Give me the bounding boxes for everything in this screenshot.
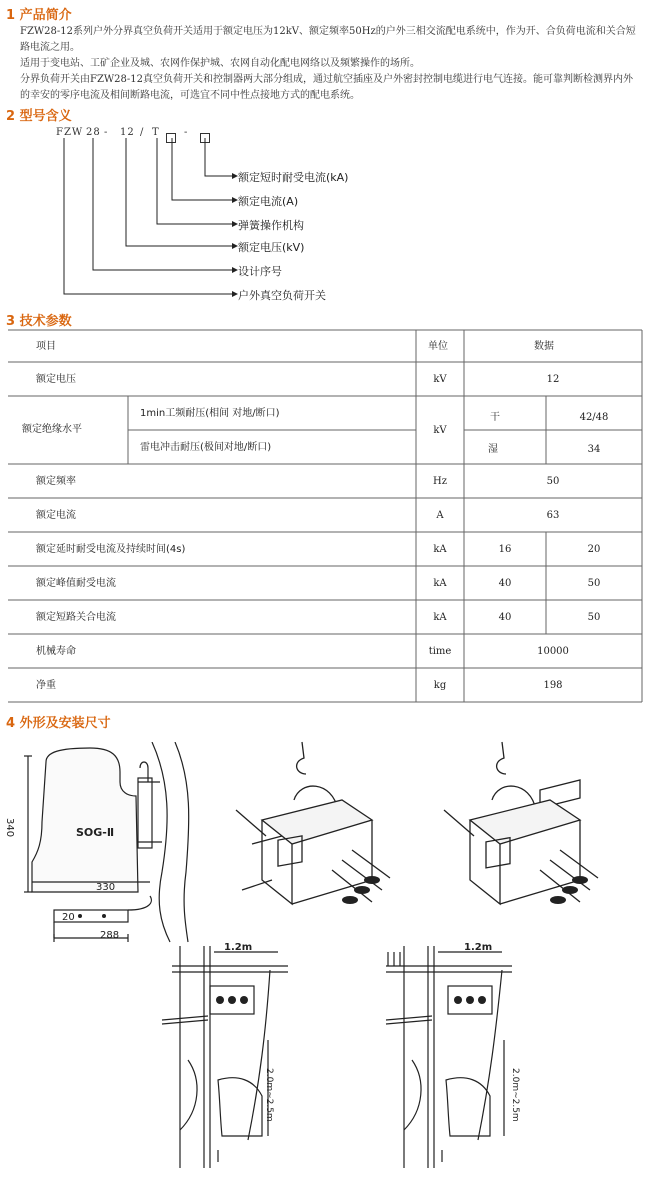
row-current-unit: A <box>436 510 444 521</box>
install-drawing-2 <box>382 940 542 1170</box>
row-mech-life-unit: time <box>428 646 452 657</box>
install-drawing-1 <box>158 940 318 1170</box>
header-unit: 单位 <box>428 341 448 352</box>
row-voltage-unit: kV <box>433 374 447 385</box>
section-title-tech: 3 技术参数 <box>6 314 72 329</box>
section-title-dimensions: 4 外形及安装尺寸 <box>6 716 111 731</box>
height-range-1: 2.0m~2.5m <box>264 1068 274 1122</box>
row-short-making-name: 额定短路关合电流 <box>36 612 116 623</box>
row-short-making-v1: 40 <box>498 612 512 623</box>
dim-height: 340 <box>4 818 15 838</box>
model-label-short-time-current: 额定短时耐受电流(kA) <box>238 171 349 184</box>
row-short-time-v2: 20 <box>587 544 601 555</box>
row-peak-unit: kA <box>433 578 447 589</box>
row-insulation-wet-value: 34 <box>587 444 601 455</box>
model-label-design-serial: 设计序号 <box>238 265 282 278</box>
dim-width: 330 <box>96 882 116 893</box>
row-frequency-name: 额定频率 <box>36 476 76 487</box>
model-label-rated-current: 额定电流(A) <box>238 195 299 208</box>
row-weight-value: 198 <box>543 680 563 691</box>
row-insulation-dry-value: 42/48 <box>579 412 609 423</box>
row-insulation-sub2: 雷电冲击耐压(极间对地/断口) <box>140 442 272 453</box>
dim-base-width: 288 <box>100 930 120 941</box>
row-peak-name: 额定峰值耐受电流 <box>36 578 116 589</box>
row-weight-name: 净重 <box>36 680 56 691</box>
row-peak-v1: 40 <box>498 578 512 589</box>
row-voltage-value: 12 <box>546 374 560 385</box>
row-frequency-unit: Hz <box>433 476 447 487</box>
row-frequency-value: 50 <box>546 476 560 487</box>
model-sog: SOG-Ⅱ <box>76 826 115 839</box>
header-item: 项目 <box>36 341 56 352</box>
span-1: 1.2m <box>224 942 253 953</box>
row-short-making-v2: 50 <box>587 612 601 623</box>
model-label-outdoor-switch: 户外真空负荷开关 <box>238 289 326 302</box>
row-peak-v2: 50 <box>587 578 601 589</box>
controller-outline-drawing <box>20 742 190 952</box>
row-insulation-dry-label: 干 <box>490 412 500 423</box>
model-label-spring-mechanism: 弹簧操作机构 <box>238 219 304 232</box>
switch-drawing-1 <box>222 740 392 930</box>
row-short-time-name: 额定延时耐受电流及持续时间(4s) <box>36 544 186 555</box>
dim-base-left: 20 <box>62 912 75 923</box>
row-short-time-unit: kA <box>433 544 447 555</box>
row-current-value: 63 <box>546 510 560 521</box>
row-mech-life-name: 机械寿命 <box>36 646 76 657</box>
row-insulation-wet-label: 湿 <box>488 444 498 455</box>
row-mech-life-value: 10000 <box>537 646 569 657</box>
switch-drawing-2 <box>440 740 610 930</box>
intro-paragraph-2: 适用于变电站、工矿企业及城、农网作保护城、农网自动化配电网络以及频繁操作的场所。 <box>20 58 420 69</box>
height-range-2: 2.0m~2.5m <box>510 1068 520 1122</box>
row-insulation-name: 额定绝缘水平 <box>22 424 82 435</box>
header-data: 数据 <box>534 341 554 352</box>
row-short-making-unit: kA <box>433 612 447 623</box>
intro-paragraph-1: FZW28-12系列户外分界真空负荷开关适用于额定电压为12kV、额定频率50Hz的户外三相交流配电系统中，作为开、合负荷电流和关合短路电流之用。 <box>20 26 636 53</box>
span-2: 1.2m <box>464 942 493 953</box>
model-label-rated-voltage: 额定电压(kV) <box>238 241 305 254</box>
row-weight-unit: kg <box>433 680 447 691</box>
section-title-model: 2 型号含义 <box>6 109 72 124</box>
row-short-time-v1: 16 <box>498 544 512 555</box>
row-current-name: 额定电流 <box>36 510 76 521</box>
row-insulation-unit: kV <box>433 425 447 436</box>
section-title-intro: 1 产品简介 <box>6 8 72 23</box>
row-voltage-name: 额定电压 <box>36 374 76 385</box>
intro-paragraph-3: 分界负荷开关由FZW28-12真空负荷开关和控制器两大部分组成，通过航空插座及户外密封控制电缆进行电气连接。能可靠判断检测界内外的幸安的零序电流及相间断路电流，可选宜不同中性点接地方式的配电系统。 <box>20 74 633 101</box>
row-insulation-sub1: 1min工频耐压(相间 对地/断口) <box>140 408 280 419</box>
